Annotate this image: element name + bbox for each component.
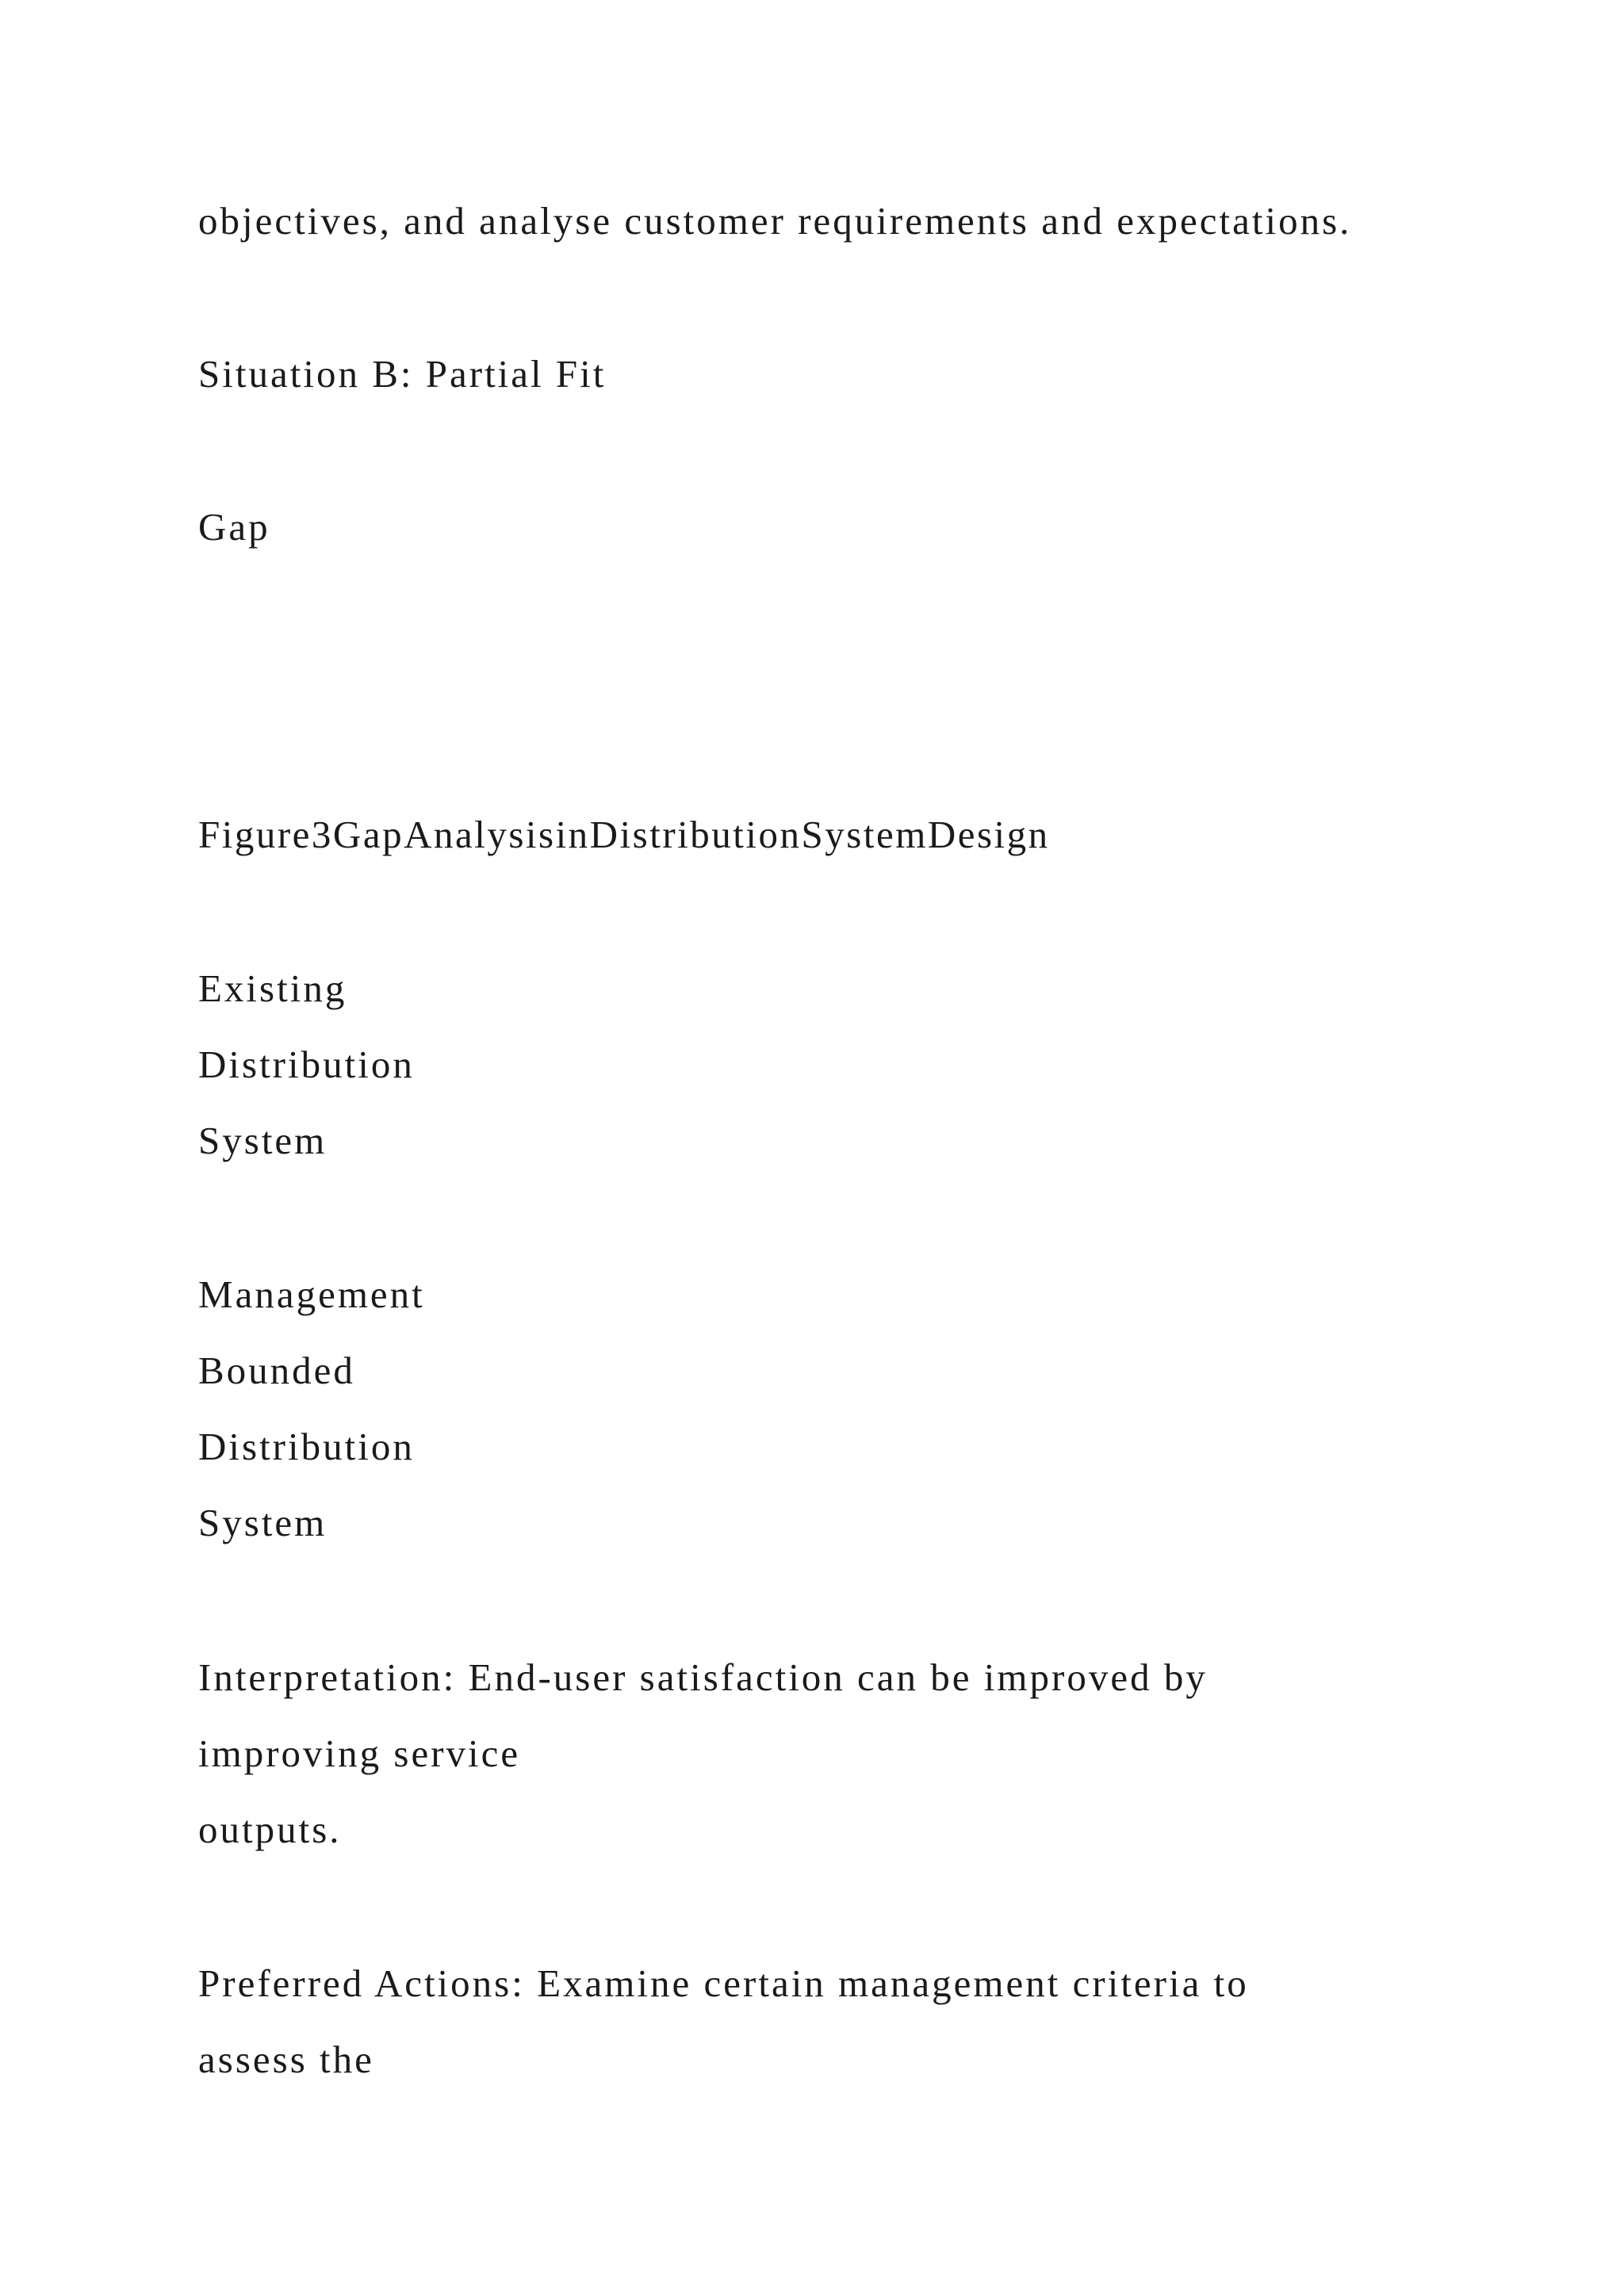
preferred-actions-line-2: assess the <box>198 2038 374 2081</box>
management-line-1: Management <box>198 1272 425 1316</box>
gap-label: Gap <box>198 505 270 549</box>
management-line-3: Distribution <box>198 1425 415 1468</box>
figure-caption: Figure3GapAnalysisinDistributionSystemDesign <box>198 813 1050 856</box>
existing-line-1: Existing <box>198 966 347 1010</box>
existing-line-3: System <box>198 1119 327 1162</box>
interpretation-line-3: outputs. <box>198 1808 342 1851</box>
management-line-4: System <box>198 1501 327 1544</box>
intro-line: objectives, and analyse customer requirements and expectations. <box>198 199 1352 243</box>
interpretation-line-1: Interpretation: End-user satisfaction can be improved by <box>198 1655 1208 1699</box>
management-line-2: Bounded <box>198 1349 355 1392</box>
interpretation-line-2: improving service <box>198 1732 521 1775</box>
preferred-actions-line-1: Preferred Actions: Examine certain management criteria to <box>198 1961 1249 2005</box>
existing-line-2: Distribution <box>198 1043 415 1086</box>
situation-heading: Situation B: Partial Fit <box>198 352 607 396</box>
